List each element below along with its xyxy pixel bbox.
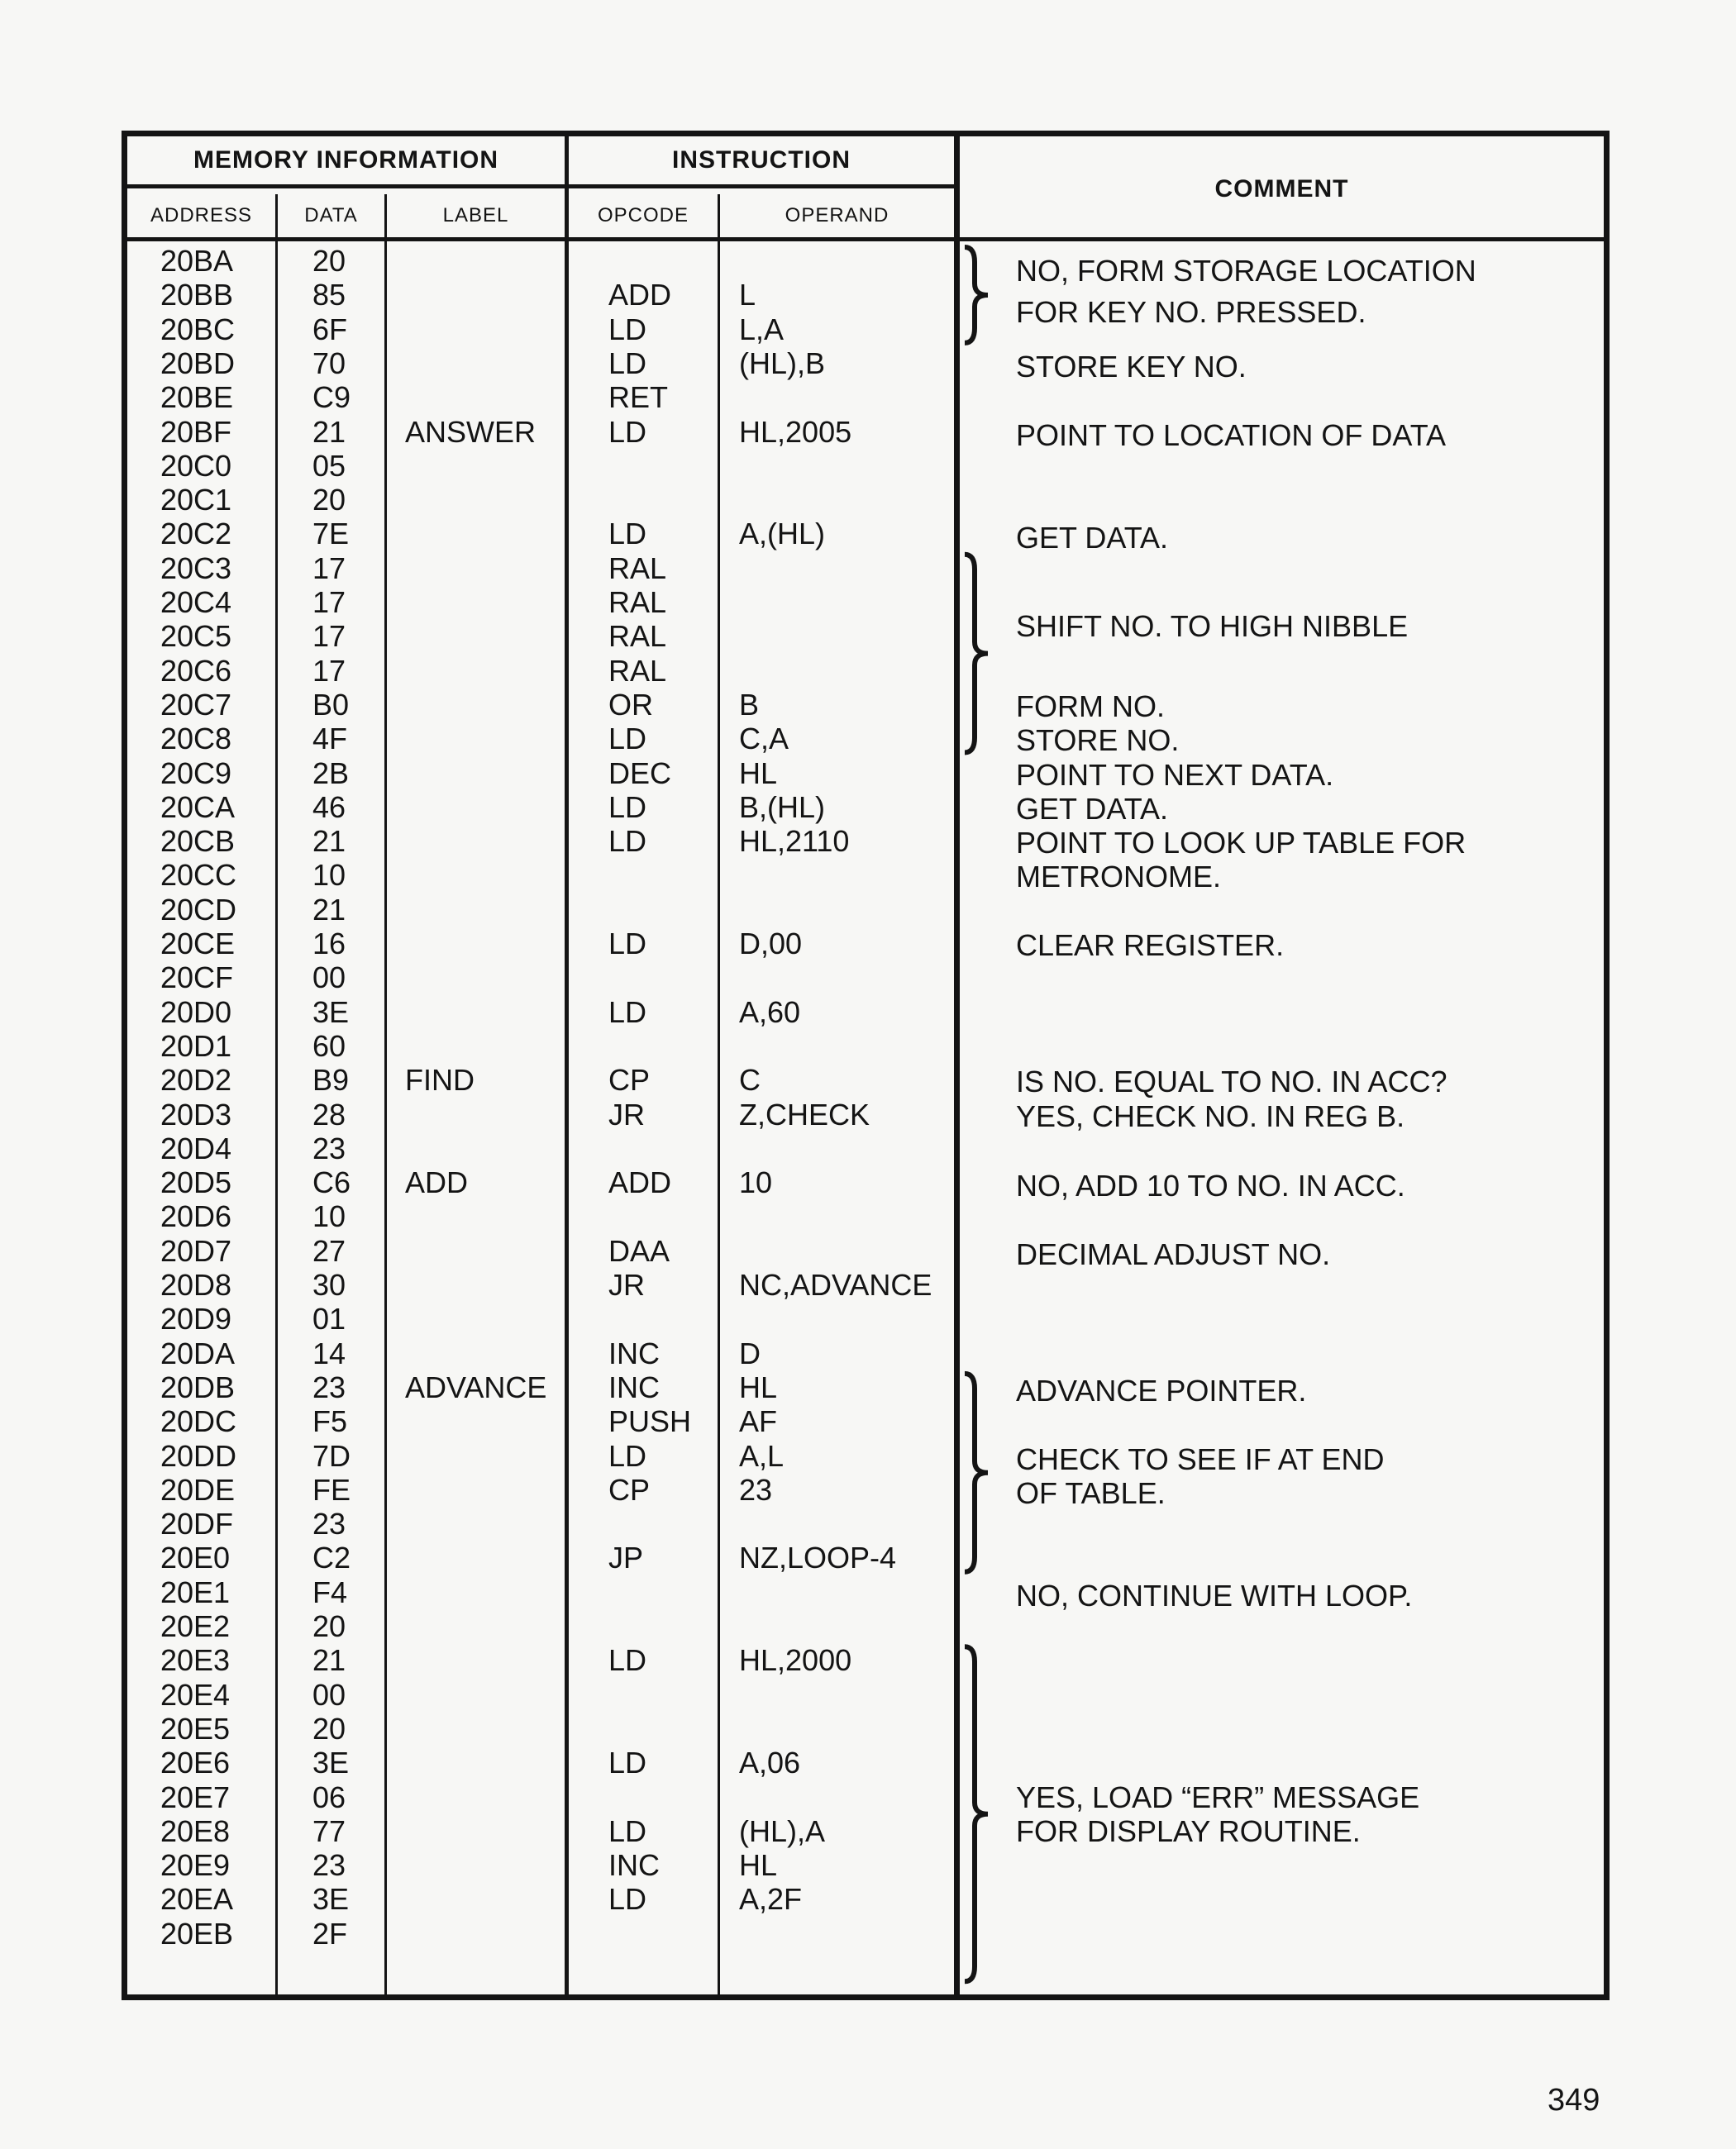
cell-address: 20D8 [160, 1268, 232, 1302]
header-subdivider [127, 184, 956, 188]
cell-data: 01 [312, 1302, 346, 1337]
cell-data: 7E [312, 517, 350, 551]
cell-data: 21 [312, 824, 346, 859]
cell-opcode: PUSH [608, 1404, 692, 1439]
cell-opcode: RAL [608, 550, 667, 585]
cell-opcode: LD [608, 1813, 647, 1848]
cell-data: 2F [312, 1916, 348, 1951]
cell-data: 85 [312, 278, 346, 312]
cell-opcode: LD [608, 345, 647, 380]
cell-data: 46 [312, 789, 346, 824]
cell-operand: HL [739, 1848, 778, 1883]
comment-line: STORE NO. [1016, 723, 1180, 758]
cell-address: 20C2 [160, 517, 232, 551]
cell-data: 21 [312, 1643, 346, 1678]
comment-brace [965, 1646, 988, 1981]
cell-opcode: RET [608, 380, 668, 415]
cell-opcode: ADD [608, 278, 672, 312]
cell-operand: NC,ADVANCE [739, 1268, 932, 1302]
cell-data: 6F [312, 312, 348, 346]
comment-line: YES, CHECK NO. IN REG B. [1016, 1098, 1405, 1133]
cell-address: 20EB [160, 1916, 234, 1951]
cell-data: 21 [312, 892, 346, 927]
cell-data: 23 [312, 1370, 346, 1404]
comment-line: POINT TO LOOK UP TABLE FOR [1016, 826, 1467, 860]
cell-data: 20 [312, 244, 346, 278]
divider-opcode-operand [718, 194, 720, 1996]
cell-data: 10 [312, 1199, 346, 1234]
comment-line: FOR DISPLAY ROUTINE. [1016, 1813, 1361, 1848]
cell-opcode: DEC [608, 755, 672, 790]
cell-opcode: LD [608, 1438, 647, 1473]
header-bottom-rule [127, 237, 1604, 241]
cell-address: 20E3 [160, 1643, 231, 1678]
cell-opcode: OR [608, 687, 653, 722]
cell-operand: NZ,LOOP-4 [739, 1541, 897, 1575]
cell-opcode: RAL [608, 585, 667, 619]
cell-operand: HL,2005 [739, 414, 852, 449]
cell-operand: L [739, 278, 756, 312]
cell-label: ADVANCE [405, 1370, 547, 1404]
cell-data: 60 [312, 1028, 346, 1063]
cell-address: 20C1 [160, 483, 232, 517]
cell-address: 20D0 [160, 994, 232, 1029]
cell-data: 3E [312, 994, 350, 1029]
cell-data: 28 [312, 1097, 346, 1132]
header-address: ADDRESS [150, 204, 253, 226]
cell-opcode: ADD [608, 1165, 672, 1200]
cell-data: 17 [312, 585, 346, 619]
cell-address: 20C4 [160, 585, 232, 619]
cell-address: 20D4 [160, 1131, 232, 1165]
cell-data: C6 [312, 1165, 351, 1200]
cell-data: 30 [312, 1268, 346, 1302]
listing-table [122, 131, 1610, 2000]
cell-address: 20E6 [160, 1746, 231, 1780]
cell-address: 20BF [160, 414, 232, 449]
cell-data: C9 [312, 380, 351, 415]
cell-data: 3E [312, 1746, 350, 1780]
cell-data: 16 [312, 927, 346, 960]
cell-operand: A,2F [739, 1882, 803, 1917]
cell-operand: (HL),B [739, 345, 826, 380]
comment-line: NO, CONTINUE WITH LOOP. [1016, 1578, 1413, 1613]
comment-line: CLEAR REGISTER. [1016, 928, 1285, 963]
cell-operand: Z,CHECK [739, 1097, 870, 1132]
comment-line: NO, FORM STORAGE LOCATION [1016, 254, 1476, 288]
header-memory-information: MEMORY INFORMATION [193, 146, 499, 174]
cell-data: 00 [312, 1677, 346, 1712]
cell-data: 70 [312, 345, 346, 380]
cell-address: 20BD [160, 345, 236, 380]
cell-operand: B,(HL) [739, 789, 826, 824]
cell-data: 20 [312, 1711, 346, 1746]
cell-operand: D [739, 1336, 761, 1370]
cell-data: 3E [312, 1882, 350, 1917]
cell-address: 20DD [160, 1438, 237, 1473]
cell-address: 20D7 [160, 1233, 232, 1268]
comment-line: CHECK TO SEE IF AT END [1016, 1441, 1385, 1476]
cell-address: 20CE [160, 927, 236, 960]
cell-address: 20BB [160, 278, 234, 312]
cell-operand: HL,2000 [739, 1643, 852, 1678]
cell-data: C2 [312, 1541, 351, 1575]
cell-address: 20E5 [160, 1711, 231, 1746]
cell-opcode: JR [608, 1268, 645, 1302]
cell-data: 2B [312, 755, 350, 790]
cell-operand: AF [739, 1404, 778, 1439]
cell-address: 20E8 [160, 1813, 231, 1848]
cell-data: 23 [312, 1131, 346, 1165]
comment-brace [965, 555, 988, 753]
comment-line: NO, ADD 10 TO NO. IN ACC. [1016, 1169, 1405, 1203]
cell-address: 20C9 [160, 755, 232, 790]
cell-address: 20DA [160, 1336, 236, 1370]
cell-opcode: LD [608, 1882, 647, 1917]
cell-address: 20C0 [160, 448, 232, 483]
cell-operand: A,06 [739, 1746, 801, 1780]
cell-opcode: CP [608, 1472, 651, 1507]
cell-opcode: INC [608, 1370, 660, 1404]
cell-opcode: LD [608, 927, 647, 960]
cell-data: 21 [312, 414, 346, 449]
cell-address: 20E4 [160, 1677, 231, 1712]
cell-opcode: LD [608, 312, 647, 346]
cell-data: 23 [312, 1848, 346, 1883]
cell-address: 20E2 [160, 1609, 231, 1643]
comment-line: OF TABLE. [1016, 1475, 1166, 1510]
cell-data: 17 [312, 550, 346, 585]
cell-operand: A,L [739, 1438, 785, 1473]
cell-label: ANSWER [405, 414, 537, 449]
comment-brace [965, 1374, 988, 1572]
cell-opcode: LD [608, 994, 647, 1029]
cell-data: 05 [312, 448, 346, 483]
cell-opcode: LD [608, 1746, 647, 1780]
header-operand: OPERAND [785, 204, 889, 226]
cell-data: F5 [312, 1404, 348, 1439]
cell-address: 20CB [160, 824, 236, 859]
cell-operand: HL [739, 1370, 778, 1404]
cell-operand: 23 [739, 1472, 773, 1507]
cell-operand: A,60 [739, 994, 801, 1029]
cell-operand: 10 [739, 1165, 773, 1200]
header-label: LABEL [442, 204, 509, 226]
cell-data: 20 [312, 1609, 346, 1643]
comment-line: POINT TO NEXT DATA. [1016, 757, 1334, 792]
cell-data: B0 [312, 687, 350, 722]
cell-address: 20CD [160, 892, 237, 927]
cell-address: 20CC [160, 858, 237, 893]
cell-data: B9 [312, 1063, 350, 1098]
cell-address: 20E9 [160, 1848, 231, 1883]
cell-address: 20D1 [160, 1028, 232, 1063]
cell-address: 20D6 [160, 1199, 232, 1234]
cell-label: FIND [405, 1063, 475, 1098]
cell-address: 20CA [160, 789, 236, 824]
cell-opcode: CP [608, 1063, 651, 1098]
cell-opcode: JP [608, 1541, 644, 1575]
header-data: DATA [304, 204, 358, 226]
cell-address: 20C7 [160, 687, 232, 722]
cell-operand: HL [739, 755, 778, 790]
cell-address: 20C8 [160, 722, 232, 756]
header-instruction: INSTRUCTION [672, 146, 851, 174]
cell-opcode: INC [608, 1336, 660, 1370]
cell-data: 00 [312, 960, 346, 995]
cell-operand: HL,2110 [739, 824, 850, 859]
divider-memory-instruction [565, 136, 569, 1996]
header-comment: COMMENT [1214, 175, 1349, 203]
comment-line: FORM NO. [1016, 689, 1165, 723]
cell-opcode: RAL [608, 653, 667, 688]
cell-address: 20C3 [160, 550, 232, 585]
cell-data: 10 [312, 858, 346, 893]
cell-data: FE [312, 1472, 351, 1507]
cell-address: 20BA [160, 244, 234, 278]
cell-address: 20D5 [160, 1165, 232, 1200]
cell-operand: C,A [739, 722, 789, 756]
cell-operand: C [739, 1063, 761, 1098]
cell-data: 4F [312, 722, 348, 756]
cell-address: 20DE [160, 1472, 236, 1507]
cell-operand: L,A [739, 312, 785, 346]
cell-operand: (HL),A [739, 1813, 826, 1848]
cell-address: 20E0 [160, 1541, 231, 1575]
cell-data: 27 [312, 1233, 346, 1268]
cell-data: 7D [312, 1438, 351, 1473]
cell-opcode: INC [608, 1848, 660, 1883]
comment-brace [965, 247, 988, 343]
cell-address: 20E1 [160, 1575, 231, 1609]
comment-line: STORE KEY NO. [1016, 350, 1247, 384]
cell-address: 20BC [160, 312, 236, 346]
divider-data-label [384, 194, 387, 1996]
comment-braces [960, 136, 1009, 1996]
comment-line: FOR KEY NO. PRESSED. [1016, 294, 1366, 329]
comment-line: ADVANCE POINTER. [1016, 1374, 1307, 1408]
divider-address-data [275, 194, 278, 1996]
cell-operand: A,(HL) [739, 517, 826, 551]
cell-operand: D,00 [739, 927, 803, 960]
cell-opcode: JR [608, 1097, 645, 1132]
cell-data: 06 [312, 1780, 346, 1814]
cell-address: 20DB [160, 1370, 236, 1404]
cell-address: 20CF [160, 960, 234, 995]
comment-line: METRONOME. [1016, 860, 1221, 894]
cell-address: 20C5 [160, 619, 232, 654]
cell-address: 20BE [160, 380, 234, 415]
cell-label: ADD [405, 1165, 469, 1200]
comment-line: DECIMAL ADJUST NO. [1016, 1237, 1331, 1271]
cell-address: 20D2 [160, 1063, 232, 1098]
cell-data: 17 [312, 619, 346, 654]
comment-line: GET DATA. [1016, 520, 1169, 555]
cell-address: 20C6 [160, 653, 232, 688]
cell-opcode: DAA [608, 1233, 670, 1268]
cell-operand: B [739, 687, 760, 722]
cell-data: 20 [312, 483, 346, 517]
cell-address: 20E7 [160, 1780, 231, 1814]
header-opcode: OPCODE [597, 204, 689, 226]
cell-opcode: RAL [608, 619, 667, 654]
cell-address: 20EA [160, 1882, 234, 1917]
cell-data: 23 [312, 1507, 346, 1541]
comment-line: GET DATA. [1016, 791, 1169, 826]
comment-line: SHIFT NO. TO HIGH NIBBLE [1016, 608, 1409, 643]
cell-data: F4 [312, 1575, 348, 1609]
cell-opcode: LD [608, 789, 647, 824]
comment-line: YES, LOAD “ERR” MESSAGE [1016, 1780, 1420, 1814]
cell-address: 20D9 [160, 1302, 232, 1337]
cell-address: 20DF [160, 1507, 234, 1541]
divider-instruction-comment [954, 136, 960, 1996]
cell-data: 14 [312, 1336, 346, 1370]
cell-opcode: LD [608, 1643, 647, 1678]
comment-line: IS NO. EQUAL TO NO. IN ACC? [1016, 1065, 1447, 1099]
cell-opcode: LD [608, 517, 647, 551]
cell-data: 17 [312, 653, 346, 688]
cell-data: 77 [312, 1813, 346, 1848]
cell-opcode: LD [608, 414, 647, 449]
cell-address: 20DC [160, 1404, 237, 1439]
cell-opcode: LD [608, 722, 647, 756]
comment-line: POINT TO LOCATION OF DATA [1016, 417, 1447, 452]
cell-address: 20D3 [160, 1097, 232, 1132]
cell-opcode: LD [608, 824, 647, 859]
page-number: 349 [1548, 2083, 1600, 2118]
